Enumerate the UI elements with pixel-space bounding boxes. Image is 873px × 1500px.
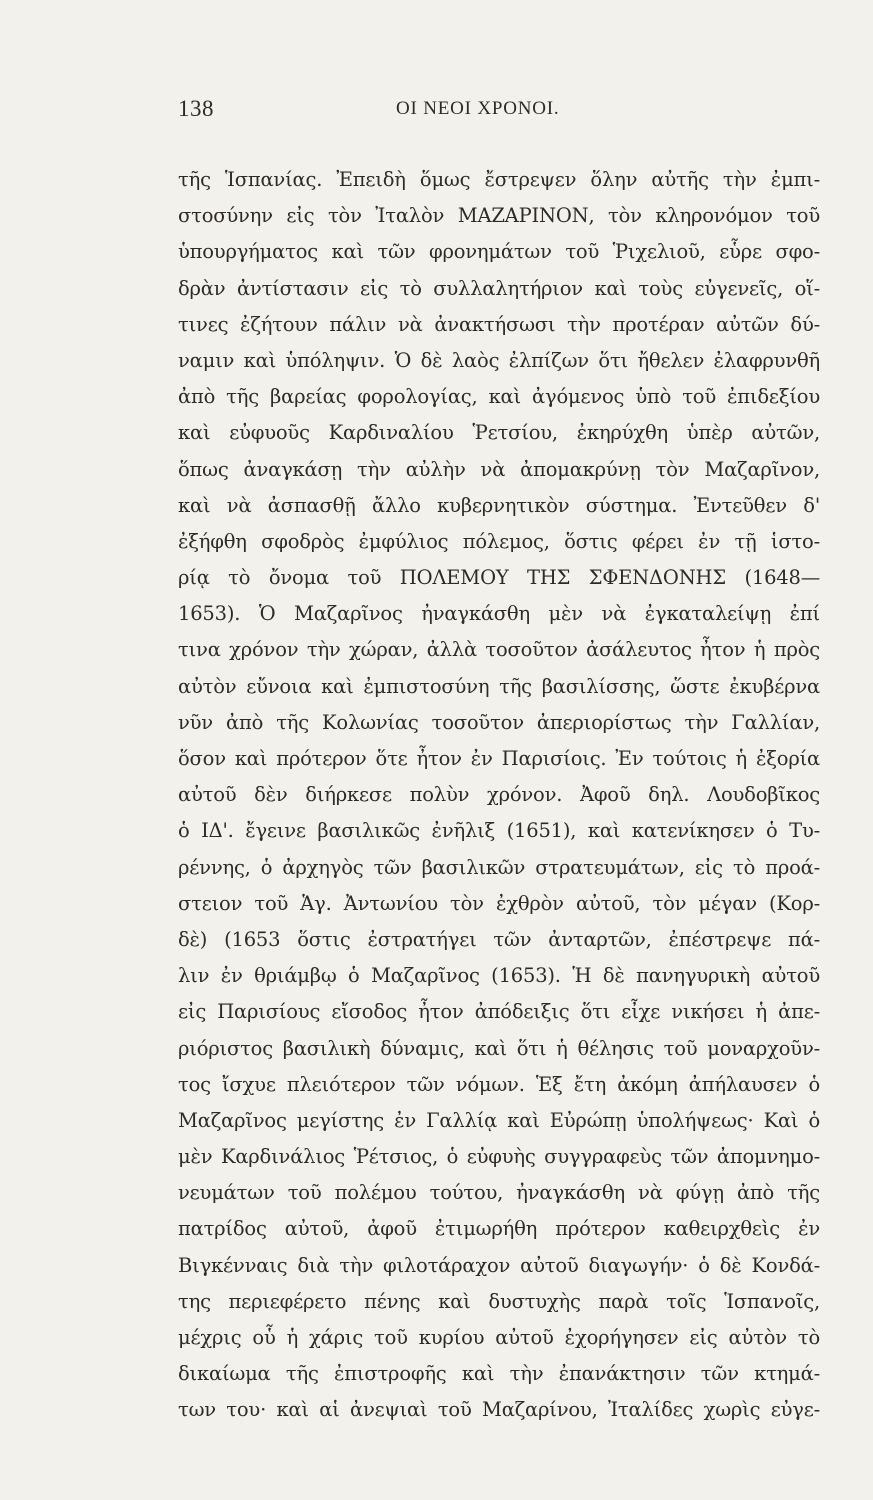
text-line: μὲν Καρδινάλιος Ῥέτσιος, ὁ εὐφυὴς συγγραφεὺς τῶν ἀπομνημο- <box>178 1145 820 1169</box>
text-line: στειον τοῦ Ἁγ. Ἀντωνίου τὸν ἐχθρὸν αὐτοῦ, τὸν μέγαν (Κορ- <box>178 891 820 915</box>
text-line: ἐξήφθη σφοδρὸς ἐμφύλιος πόλεμος, ὅστις φέρει ἐν τῇ ἱστο- <box>178 529 820 553</box>
text-line: ὅσον καὶ πρότερον ὅτε ἦτον ἐν Παρισίοις. Ἐν τούτοις ἡ ἐξορία <box>178 747 820 770</box>
text-line: ναμιν καὶ ὑπόληψιν. Ὁ δὲ λαὸς ἐλπίζων ὅτι ἤθελεν ἐλαφρυνθῆ <box>178 348 820 372</box>
text-line: αὐτὸν εὔνοια καὶ ἐμπιστοσύνη τῆς βασιλίσσης, ὥστε ἐκυβέρνα <box>178 674 820 698</box>
text-line: τῆς Ἱσπανίας. Ἐπειδὴ ὅμως ἔστρεψεν ὅλην αὐτῆς τὴν ἐμπι- <box>178 168 820 191</box>
text-line: των του· καὶ αἱ ἀνεψιαὶ τοῦ Μαζαρίνου, Ἰταλίδες χωρὶς εὐγε- <box>178 1398 820 1422</box>
text-line: στοσύνην εἰς τὸν Ἰταλὸν ΜΑΖΑΡΙΝΟΝ, τὸν κληρονόμον τοῦ <box>178 204 820 228</box>
text-line: τος ἴσχυε πλειότερον τῶν νόμων. Ἑξ ἔτη ἀκόμη ἀπήλαυσεν ὁ <box>178 1072 820 1096</box>
text-line: Μαζαρῖνος μεγίστης ἐν Γαλλίᾳ καὶ Εὐρώπῃ ὑπολήψεως· Καὶ ὁ <box>178 1108 820 1132</box>
text-line: τινα χρόνον τὴν χώραν, ἀλλὰ τοσοῦτον ἀσάλευτος ἦτον ἡ πρὸς <box>178 638 820 662</box>
text-line: καὶ εὐφυοῦς Καρδιναλίου Ῥετσίου, ἐκηρύχθη ὑπὲρ αὐτῶν, <box>178 421 820 445</box>
text-line: Βιγκένναις διὰ τὴν φιλοτάραχον αὐτοῦ διαγωγήν· ὁ δὲ Κονδά- <box>178 1253 820 1277</box>
text-line: ὅπως ἀναγκάσῃ τὴν αὐλὴν νὰ ἀπομακρύνῃ τὸν Μαζαρῖνον, <box>178 457 820 481</box>
text-line: καὶ νὰ ἀσπασθῇ ἄλλο κυβερνητικὸν σύστημα. Ἐντεῦθεν δ' <box>178 493 820 517</box>
text-line: δὲ) (1653 ὅστις ἐστρατήγει τῶν ἀνταρτῶν, ἐπέστρεψε πά- <box>178 927 820 951</box>
text-line: της περιεφέρετο πένης καὶ δυστυχὴς παρὰ τοῖς Ἱσπανοῖς, <box>178 1289 820 1313</box>
text-line: πατρίδος αὐτοῦ, ἀφοῦ ἐτιμωρήθη πρότερον καθειρχθεὶς ἐν <box>178 1217 820 1241</box>
text-line: ριόριστος βασιλικὴ δύναμις, καὶ ὅτι ἡ θέλησις τοῦ μοναρχοῦν- <box>178 1036 820 1060</box>
text-line: λιν ἐν θριάμβῳ ὁ Μαζαρῖνος (1653). Ἡ δὲ πανηγυρικὴ αὐτοῦ <box>178 964 820 988</box>
text-line: ὁ ΙΔ'. ἔγεινε βασιλικῶς ἐνῆλιξ (1651), καὶ κατενίκησεν ὁ Τυ- <box>178 819 820 843</box>
text-line: ρέννης, ὁ ἀρχηγὸς τῶν βασιλικῶν στρατευμάτων, εἰς τὸ προά- <box>178 855 820 879</box>
text-line: νῦν ἀπὸ τῆς Κολωνίας τοσοῦτον ἀπεριορίστως τὴν Γαλλίαν, <box>178 710 820 734</box>
page-header <box>178 96 818 130</box>
text-line: ἀπὸ τῆς βαρείας φορολογίας, καὶ ἀγόμενος ὑπὸ τοῦ ἐπιδεξίου <box>178 385 820 409</box>
text-line: νευμάτων τοῦ πολέμου τούτου, ἠναγκάσθη νὰ φύγῃ ἀπὸ τῆς <box>178 1181 820 1205</box>
text-line: μέχρις οὗ ἡ χάρις τοῦ κυρίου αὐτοῦ ἐχορήγησεν εἰς αὐτὸν τὸ <box>178 1326 820 1349</box>
text-line: ὑπουργήματος καὶ τῶν φρονημάτων τοῦ Ῥιχελιοῦ, εὗρε σφο- <box>178 240 820 264</box>
text-line: εἰς Παρισίους εἴσοδος ἦτον ἀπόδειξις ὅτι εἶχε νικήσει ἡ ἀπε- <box>178 1000 820 1024</box>
text-line: δικαίωμα τῆς ἐπιστροφῆς καὶ τὴν ἐπανάκτησιν τῶν κτημά- <box>178 1362 820 1386</box>
page-number: 138 <box>178 96 214 121</box>
text-line: 1653). Ὁ Μαζαρῖνος ἠναγκάσθη μὲν νὰ ἐγκαταλείψῃ ἐπί <box>178 602 820 626</box>
text-line: αὐτοῦ δὲν διήρκεσε πολὺν χρόνον. Ἀφοῦ δηλ. Λουδοβῖκος <box>178 783 820 807</box>
text-line: τινες ἐζήτουν πάλιν νὰ ἀνακτήσωσι τὴν προτέραν αὐτῶν δύ- <box>178 312 820 336</box>
body-text <box>178 162 820 1429</box>
text-line: ρίᾳ τὸ ὄνομα τοῦ ΠΟΛΕΜΟΥ ΤΗΣ ΣΦΕΝΔΟΝΗΣ (1648— <box>178 566 820 590</box>
text-line: δρὰν ἀντίστασιν εἰς τὸ συλλαλητήριον καὶ τοὺς εὐγενεῖς, οἵ- <box>178 276 820 300</box>
running-head: ΟΙ ΝΕΟΙ ΧΡΟΝΟΙ. <box>396 98 560 119</box>
